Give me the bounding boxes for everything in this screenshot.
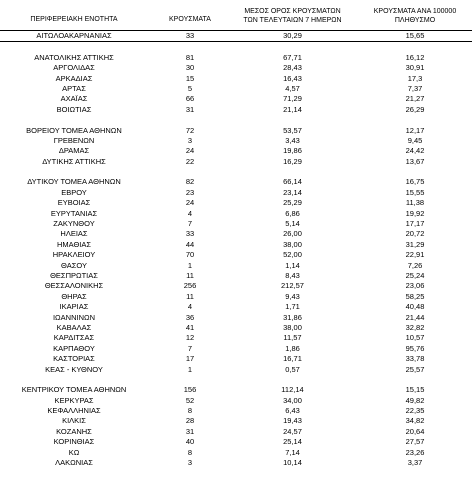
average-cell: 38,00 [283,239,302,249]
per100k-cell: 25,24 [405,270,425,280]
per100k-cell: 15,65 [405,31,425,40]
region-cell: ΑΡΤΑΣ [62,83,86,93]
cases-cell: 70 [185,250,195,260]
table-row [0,94,472,104]
region-cell: ΕΥΒΟΙΑΣ [57,198,91,208]
header-average-line1: ΜΕΣΟΣ ΟΡΟΣ ΚΡΟΥΣΜΑΤΩΝ [244,8,341,15]
per100k-cell: 24,42 [405,146,425,156]
table-row [0,281,472,291]
per100k-cell: 10,57 [405,333,425,343]
per100k-cell: 17,17 [405,219,425,229]
per100k-cell: 3,37 [407,458,423,468]
average-cell: 1,71 [285,302,300,312]
table-row [0,146,472,156]
region-cell: ΑΡΓΟΛΙΔΑΣ [53,63,95,73]
region-cell: ΚΑΒΑΛΑΣ [56,322,92,332]
per100k-cell: 21,27 [405,94,425,104]
table-row [0,209,472,219]
cases-cell: 66 [185,94,195,104]
per100k-cell: 20,72 [405,229,425,239]
average-cell: 34,00 [283,395,302,405]
region-cell: ΕΥΡΥΤΑΝΙΑΣ [50,208,98,218]
region-cell: ΒΟΙΩΤΙΑΣ [56,104,92,114]
table-row [0,105,472,115]
cases-cell: 41 [185,322,195,332]
average-cell: 8,43 [285,270,300,280]
table-row [0,344,472,354]
per100k-cell: 15,15 [405,385,425,395]
table-row [0,240,472,250]
average-cell: 19,86 [283,146,302,156]
average-cell: 25,14 [283,437,302,447]
cases-cell: 36 [185,312,195,322]
average-cell: 6,43 [285,406,300,416]
table-row [0,406,472,416]
per100k-cell: 16,75 [405,177,425,187]
table-row [0,136,472,146]
average-cell: 52,00 [283,250,302,260]
average-cell: 7,14 [285,447,300,457]
per100k-cell: 34,82 [405,416,425,426]
average-cell: 19,43 [283,416,302,426]
table-row [0,177,472,187]
cases-cell: 8 [187,406,193,416]
cases-cell: 11 [186,270,194,280]
table-row [0,198,472,208]
average-cell: 53,57 [283,125,302,135]
average-cell: 67,71 [283,52,302,62]
per100k-cell: 11,38 [405,198,425,208]
per100k-cell: 7,37 [407,83,423,93]
region-cell: ΒΟΡΕΙΟΥ ΤΟΜΕΑ ΑΘΗΝΩΝ [26,125,122,135]
per100k-cell: 31,29 [405,239,425,249]
cases-cell: 3 [187,458,193,468]
region-cell: ΔΥΤΙΚΗΣ ΑΤΤΙΚΗΣ [42,156,106,166]
per100k-cell: 58,25 [405,291,425,301]
average-cell: 212,57 [281,281,304,291]
region-cell: ΛΑΚΩΝΙΑΣ [55,458,93,468]
region-cell: ΗΡΑΚΛΕΙΟΥ [52,250,96,260]
table-row [0,229,472,239]
table-row [0,354,472,364]
per100k-cell: 21,44 [405,312,425,322]
per100k-cell: 19,92 [405,208,425,218]
average-cell: 9,43 [285,291,300,301]
region-cell: ΚΑΡΔΙΤΣΑΣ [53,333,95,343]
cases-cell: 52 [185,395,195,405]
cases-cell: 44 [185,239,195,249]
average-cell: 16,71 [283,354,302,364]
header-cases: ΚΡΟΥΣΜΑΤΑ [169,16,211,23]
table-row [0,74,472,84]
region-cell: ΚΑΡΠΑΘΟΥ [53,343,95,353]
cases-cell: 7 [187,219,193,229]
per100k-cell: 40,48 [405,302,425,312]
region-cell: ΓΡΕΒΕΝΩΝ [53,135,95,145]
table-row [0,219,472,229]
region-cell: ΗΜΑΘΙΑΣ [56,239,92,249]
spacer-row [0,42,472,52]
per100k-cell: 22,35 [405,406,425,416]
table-row [0,302,472,312]
region-cell: ΖΑΚΥΝΘΟΥ [53,219,95,229]
region-cell: ΘΑΣΟΥ [61,260,87,270]
region-cell: ΘΕΣΠΡΩΤΙΑΣ [50,270,98,280]
average-cell: 6,86 [285,208,300,218]
header-average-line2: ΤΩΝ ΤΕΛΕΥΤΑΙΩΝ 7 ΗΜΕΡΩΝ [243,17,342,24]
cases-cell: 7 [187,343,193,353]
cases-cell: 28 [185,416,195,426]
table-row [0,313,472,323]
table-row [0,157,472,167]
cases-cell: 33 [185,31,195,40]
average-cell: 38,00 [283,322,302,332]
table-row [0,323,472,333]
average-cell: 112,14 [281,385,304,395]
per100k-cell: 33,78 [405,354,425,364]
per100k-cell: 23,06 [405,281,425,291]
table-row [0,271,472,281]
header-per100k [360,7,470,25]
cases-cell: 23 [185,187,195,197]
average-cell: 26,00 [283,229,302,239]
cases-cell: 3 [187,135,193,145]
table-row [0,448,472,458]
per100k-cell: 95,76 [405,343,425,353]
average-cell: 5,14 [285,219,300,229]
per100k-cell: 13,67 [405,156,425,166]
region-cell: ΚΕΡΚΥΡΑΣ [54,395,94,405]
cases-cell: 72 [185,125,195,135]
average-cell: 1,14 [285,260,300,270]
region-cell: ΚΟΡΙΝΘΙΑΣ [53,437,95,447]
table-header [0,0,472,30]
per100k-cell: 22,91 [405,250,425,260]
region-cell: ΚΕΑΣ - ΚΥΘΝΟΥ [45,364,103,374]
average-cell: 0,57 [285,364,300,374]
cases-cell: 256 [183,281,197,291]
average-cell: 11,57 [283,333,302,343]
average-cell: 30,29 [283,31,302,40]
table-row [0,292,472,302]
region-cell: ΚΟΖΑΝΗΣ [56,426,92,436]
region-cell: ΕΒΡΟΥ [61,187,87,197]
region-cell: ΑΙΤΩΛΟΑΚΑΡΝΑΝΙΑΣ [36,31,112,40]
spacer-row [0,375,472,385]
cases-cell: 22 [185,156,195,166]
average-cell: 24,57 [283,426,302,436]
cases-cell: 31 [185,104,195,114]
table-row [0,427,472,437]
average-cell: 66,14 [283,177,302,187]
region-cell: ΚΕΝΤΡΙΚΟΥ ΤΟΜΕΑ ΑΘΗΝΩΝ [21,385,127,395]
cases-cell: 82 [185,177,195,187]
average-cell: 4,57 [285,83,300,93]
cases-cell: 8 [187,447,193,457]
per100k-cell: 32,82 [405,322,425,332]
cases-cell: 40 [185,437,195,447]
spacer-row [0,115,472,125]
average-cell: 16,43 [283,73,302,83]
region-cell: ΔΡΑΜΑΣ [58,146,90,156]
region-cell: ΔΥΤΙΚΟΥ ΤΟΜΕΑ ΑΘΗΝΩΝ [27,177,121,187]
region-cell: ΙΚΑΡΙΑΣ [59,302,89,312]
per100k-cell: 12,17 [405,125,425,135]
header-per100k-line2: ΠΛΗΘΥΣΜΟ [394,17,436,24]
average-cell: 16,29 [283,156,302,166]
per100k-cell: 9,45 [407,135,423,145]
table-row [0,31,472,42]
table-row [0,188,472,198]
cases-cell: 33 [185,229,195,239]
region-cell: ΘΕΣΣΑΛΟΝΙΚΗΣ [44,281,104,291]
table-row [0,84,472,94]
cases-cell: 15 [185,73,195,83]
cases-cell: 156 [183,385,197,395]
cases-cell: 4 [187,208,193,218]
table-row [0,365,472,375]
cases-cell: 81 [185,52,195,62]
table-row [0,63,472,73]
table-row [0,250,472,260]
region-cell: ΑΧΑΪΑΣ [60,94,88,104]
average-cell: 71,29 [283,94,302,104]
per100k-cell: 17,3 [407,73,423,83]
per100k-cell: 20,64 [405,426,425,436]
cases-cell: 17 [185,354,195,364]
table-row [0,437,472,447]
average-cell: 31,86 [283,312,302,322]
cases-cell: 12 [185,333,195,343]
region-cell: ΑΡΚΑΔΙΑΣ [55,73,93,83]
average-cell: 23,14 [283,187,302,197]
per100k-cell: 30,91 [405,63,425,73]
cases-cell: 1 [187,260,193,270]
cases-cell: 11 [186,291,194,301]
per100k-cell: 16,12 [405,52,425,62]
header-per100k-line1: ΚΡΟΥΣΜΑΤΑ ΑΝΑ 100000 [373,8,457,15]
cases-cell: 31 [185,426,195,436]
region-cell: ΗΛΕΙΑΣ [60,229,88,239]
average-cell: 28,43 [283,63,302,73]
region-cell: ΚΩ [68,447,80,457]
table-row [0,126,472,136]
per100k-cell: 49,82 [405,395,425,405]
cases-cell: 30 [185,63,195,73]
header-average [230,7,355,25]
cases-cell: 24 [185,198,195,208]
per100k-cell: 7,26 [407,260,423,270]
per100k-cell: 23,26 [405,447,425,457]
table-row [0,333,472,343]
per100k-cell: 26,29 [405,104,425,114]
average-cell: 25,29 [283,198,302,208]
region-cell: ΚΑΣΤΟΡΙΑΣ [53,354,95,364]
region-cell: ΚΙΛΚΙΣ [62,416,86,426]
table-row [0,261,472,271]
table-row [0,385,472,395]
average-cell: 3,43 [285,135,300,145]
region-cell: ΚΕΦΑΛΛΗΝΙΑΣ [47,406,101,416]
header-region: ΠΕΡΙΦΕΡΕΙΑΚΗ ΕΝΟΤΗΤΑ [30,16,118,23]
table-row [0,458,472,468]
spacer-row [0,167,472,177]
per100k-cell: 25,57 [405,364,425,374]
table-row [0,396,472,406]
region-cell: ΘΗΡΑΣ [61,291,87,301]
table-row [0,53,472,63]
average-cell: 10,14 [283,458,302,468]
per100k-cell: 27,57 [405,437,425,447]
cases-cell: 1 [187,364,193,374]
cases-cell: 5 [187,83,193,93]
average-cell: 1,86 [285,343,300,353]
cases-cell: 24 [185,146,195,156]
region-cell: ΙΩΑΝΝΙΝΩΝ [52,312,96,322]
cases-cell: 4 [187,302,193,312]
average-cell: 21,14 [283,104,302,114]
table-body [0,30,472,468]
per100k-cell: 15,55 [405,187,425,197]
region-cell: ΑΝΑΤΟΛΙΚΗΣ ΑΤΤΙΚΗΣ [34,52,114,62]
table-row [0,416,472,426]
